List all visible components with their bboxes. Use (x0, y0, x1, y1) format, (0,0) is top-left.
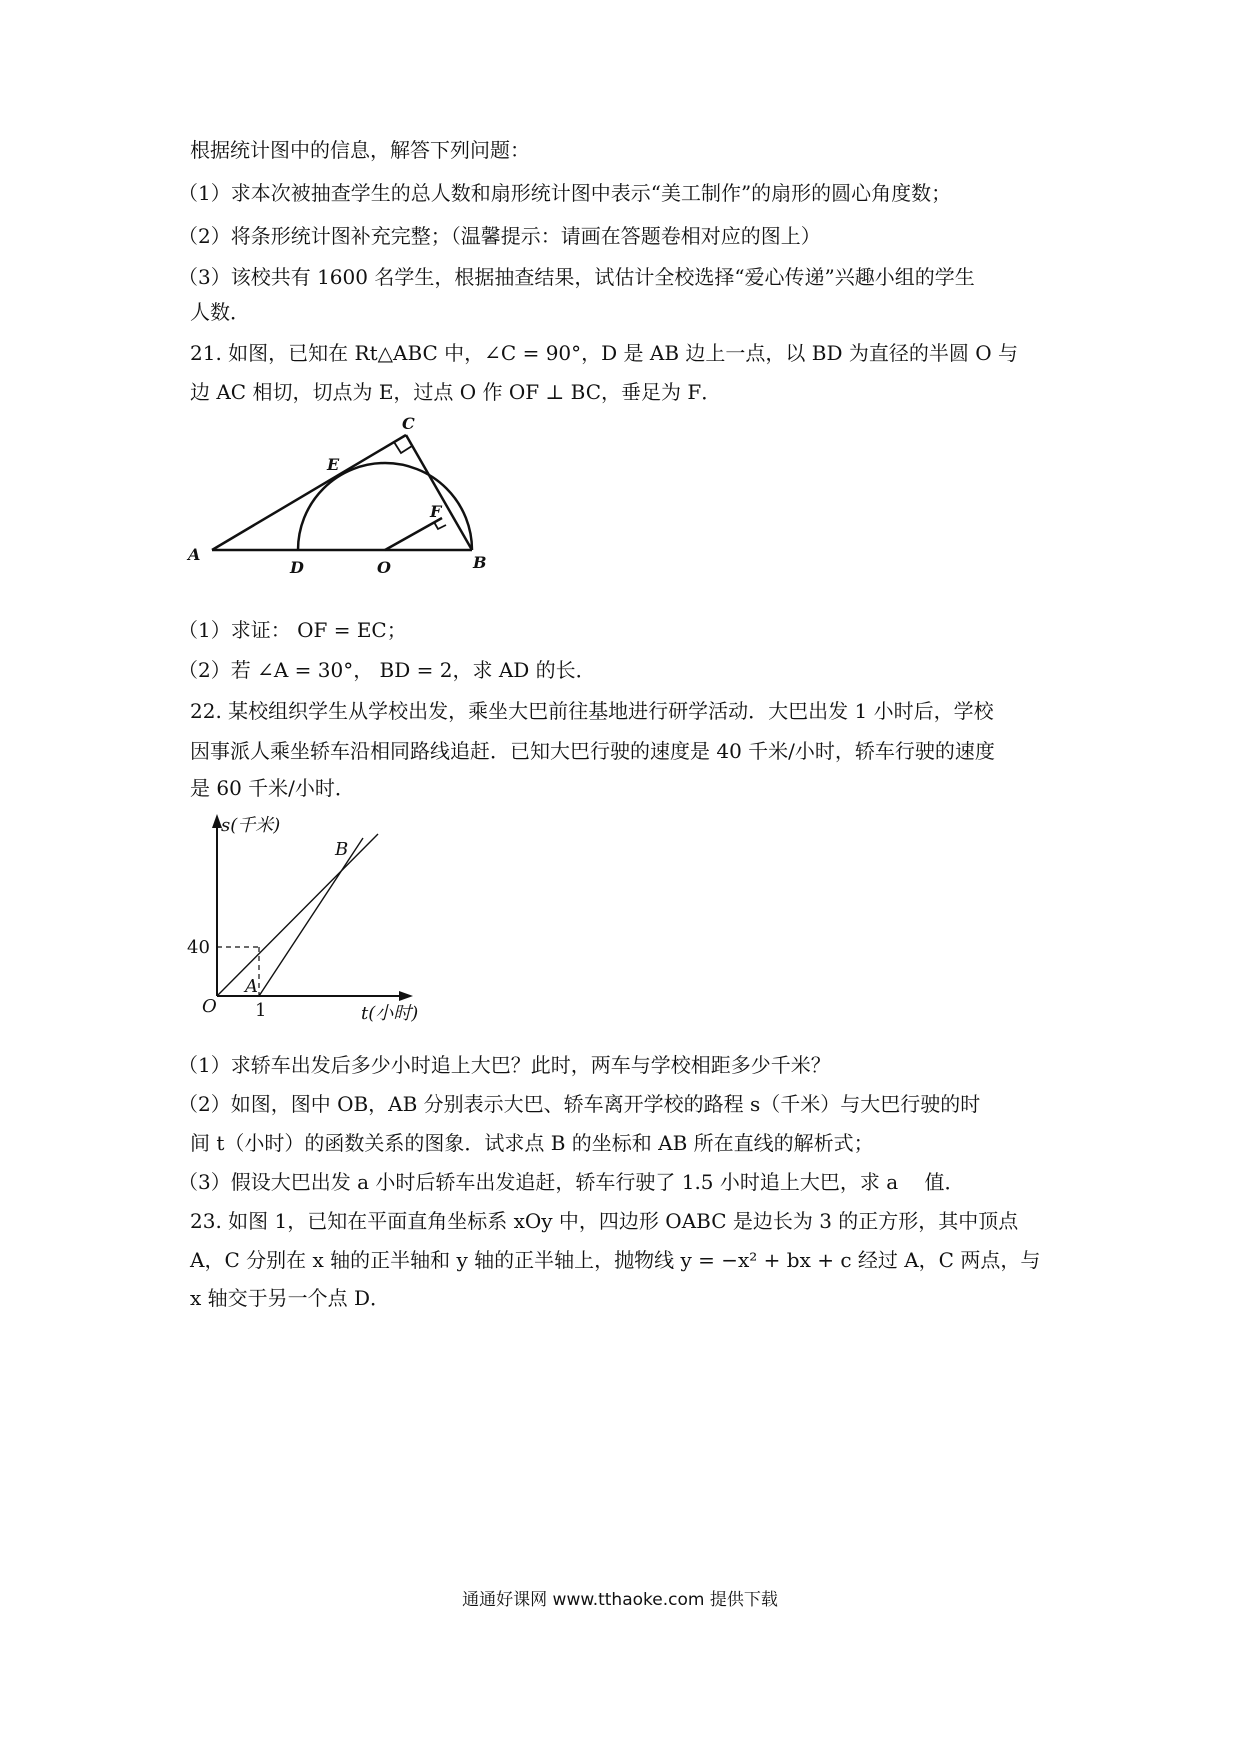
q23-stem-line1: 23. 如图 1，已知在平面直角坐标系 xOy 中，四边形 OABC 是边长为 3 的正方形，其中顶点 (190, 1209, 1019, 1233)
label-c: C (402, 414, 415, 433)
q20-part3-line1: （3）该校共有 1600 名学生，根据抽查结果，试估计全校选择“爱心传递”兴趣小组的学生 (178, 265, 975, 289)
q21-figure (170, 405, 530, 590)
label-e: E (327, 455, 340, 474)
q22-graph (187, 810, 495, 1040)
page-footer: 通通好课网 www.tthaoke.com 提供下载 (462, 1590, 778, 1610)
line-ob (217, 834, 378, 996)
y-axis-label: s(千米) (221, 815, 281, 836)
q20-part3-line2: 人数． (190, 300, 250, 324)
label-b: B (335, 839, 349, 860)
label-b: B (473, 553, 487, 572)
right-angle-f (434, 522, 446, 529)
q22-stem-line1: 22. 某校组织学生从学校出发，乘坐大巴前往基地进行研学活动．大巴出发 1 小时后，学校 (190, 699, 994, 723)
x-axis-arrow (399, 991, 413, 1001)
intro-text: 根据统计图中的信息，解答下列问题： (190, 138, 530, 162)
q23-stem-line3: x 轴交于另一个点 D． (190, 1286, 391, 1310)
label-o: O (377, 558, 391, 577)
x-axis-label: t(小时) (361, 1003, 419, 1024)
q23-stem-line2: A，C 分别在 x 轴的正半轴和 y 轴的正半轴上，抛物线 y = −x² + bx + c 经过 A，C 两点，与 (190, 1248, 1041, 1272)
label-a: A (188, 545, 201, 564)
y-tick-40: 40 (187, 937, 210, 958)
origin-label: O (202, 996, 217, 1017)
q22-part2-line2: 间 t（小时）的函数关系的图象．试求点 B 的坐标和 AB 所在直线的解析式； (190, 1131, 874, 1155)
q21-part1: （1）求证： OF = EC； (178, 618, 407, 642)
q20-part2: （2）将条形统计图补充完整；（温馨提示：请画在答题卷相对应的图上） (178, 224, 821, 248)
q22-part2-line1: （2）如图，图中 OB，AB 分别表示大巴、轿车离开学校的路程 s（千米）与大巴行驶的时 (178, 1092, 981, 1116)
q21-part2: （2）若 ∠A = 30°， BD = 2，求 AD 的长． (178, 658, 596, 682)
label-d: D (290, 558, 304, 577)
label-f: F (430, 502, 442, 521)
q22-stem-line2: 因事派人乘坐轿车沿相同路线追赶．已知大巴行驶的速度是 40 千米/小时，轿车行驶的速度 (190, 739, 995, 763)
right-angle-c (394, 442, 412, 453)
q21-stem-line2: 边 AC 相切，切点为 E，过点 O 作 OF ⊥ BC，垂足为 F． (190, 380, 722, 404)
q22-stem-line3: 是 60 千米/小时． (190, 776, 355, 800)
x-tick-1: 1 (255, 1000, 267, 1021)
q22-part1: （1）求轿车出发后多少小时追上大巴？此时，两车与学校相距多少千米？ (178, 1053, 831, 1077)
q20-part1: （1）求本次被抽查学生的总人数和扇形统计图中表示“美工制作”的扇形的圆心角度数； (178, 181, 952, 205)
segment-ac (212, 435, 406, 550)
line-ab (259, 838, 363, 996)
q22-part3: （3）假设大巴出发 a 小时后轿车出发追赶，轿车行驶了 1.5 小时追上大巴，求 a 值． (178, 1170, 965, 1194)
q21-stem-line1: 21. 如图，已知在 Rt△ABC 中，∠C = 90°，D 是 AB 边上一点，以 BD 为直径的半圆 O 与 (190, 341, 1018, 365)
label-a: A (245, 976, 258, 997)
